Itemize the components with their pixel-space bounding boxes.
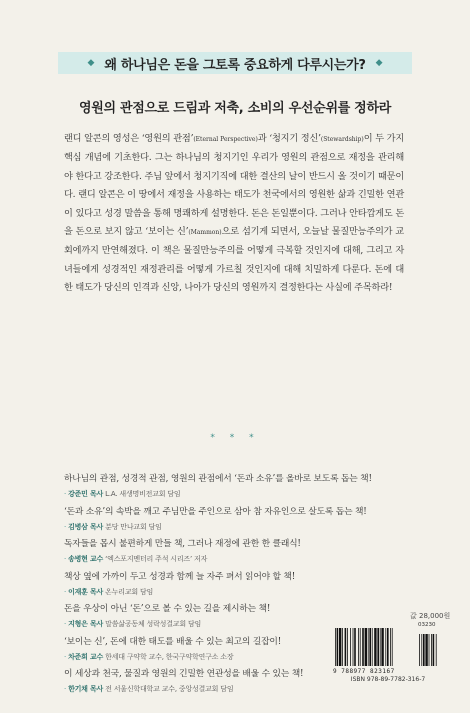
endorser-name: 이재훈 목사 [68,588,104,596]
endorsement-author [64,587,414,597]
barcode-bar [380,628,381,666]
barcode [333,622,443,670]
barcode-addon-bar [423,634,425,666]
author-bullet: · [64,490,69,498]
endorsement [64,471,414,499]
barcode-digits: 9 788977 823167 [333,668,395,675]
barcode-bar [362,628,364,666]
barcode-bar [381,628,383,666]
barcode-bar [377,628,379,666]
price-label: 값 28,000원 [410,612,451,620]
barcode-bar [392,628,393,666]
barcode-addon-bar [431,634,432,666]
endorser-affiliation: ‘엑스포지멘터리 주석 시리즈’ 저자 [105,555,208,563]
section-separator: * * * [210,433,260,443]
isbn-label: ISBN 978-89-7782-316-7 [350,676,426,683]
headline-title: 왜 하나님은 돈을 그토록 중요하게 다루시는가? [104,57,366,73]
endorsement-quote: 돈을 우상이 아닌 ‘돈’으로 볼 수 있는 길을 제시하는 책! [64,604,271,614]
endorser-affiliation: 온누리교회 담임 [105,588,154,596]
endorsement-quote: 하나님의 관점, 성경적 관점, 영원의 관점에서 ‘돈과 소유’를 올바로 보도록 돕는 책! [64,474,372,484]
diamond-icon: ◆ [87,58,95,68]
subtitle: 영원의 관점으로 드림과 저축, 소비의 우선순위를 정하라 [79,101,391,116]
barcode-bar [339,628,341,666]
barcode-addon-bar [429,634,430,666]
endorser-affiliation: L.A. 새생명비전교회 담임 [105,490,181,498]
endorser-affiliation: 분당 만나교회 담임 [105,523,162,531]
endorser-affiliation: 한세대 구약학 교수, 한국구약학연구소 소장 [105,653,234,661]
barcode-bar [390,628,391,666]
intro-text: 과 ‘청지기 정신’ [257,133,321,144]
endorser-name: 차준희 교수 [68,653,104,661]
barcode-addon-bar [419,634,420,666]
intro-english-term: (Stewardship) [320,136,364,143]
author-bullet: · [64,685,69,693]
endorser-name: 김병삼 목사 [68,523,104,531]
endorsement-quote: ‘보이는 신’, 돈에 대한 태도를 배울 수 있는 최고의 길잡이! [64,637,282,647]
endorser-name: 한기채 목사 [68,685,104,693]
barcode-bar [385,628,386,666]
author-bullet: · [64,653,69,661]
barcode-bar [350,628,351,666]
intro-text: 으로 섬기게 되면서, 오늘날 물질만능주의가 교회에까지 만연해졌다. 이 책은 물질만능주의를 어떻게 극복할 것인지에 대해, 그리고 자녀들에게 성경적인 재정관리를 어떻게 가르칠 것인지에 대해 치밀하게 다룬다. 돈에 대한 태도가 당신의 인격과 신앙, 나아가 당신의 영원까지 결정한다는 사실에 주목하라! [64,226,404,294]
endorser-affiliation: 말씀삶공동체 성락성결교회 담임 [105,620,202,628]
endorser-name: 지형은 목사 [68,620,104,628]
headline-banner [58,52,412,74]
barcode-icon [333,622,443,666]
intro-english-term: (Eternal Perspective) [193,136,258,143]
endorsement [64,504,414,532]
barcode-bar [337,628,339,666]
intro-text: 이 두 가지 핵심 개념에 기초한다. 그는 하나님의 청지기인 우리가 영원의 관점으로 재정을 관리해야 한다고 강조한다. 주님 앞에서 청지기직에 대한 결산의 날이 반드시 올 것이기 때문이다. 랜디 알콘은 이 땅에서 재정을 사용하는 태도가 천국에서의 영원한 삶과 긴밀한 연관이 있다고 성경 말씀을 통해 명쾌하게 설명한다. 돈은 돈일뿐이다. 그러나 안타깝게도 돈을 돈으로 보지 않고 ‘보이는 신’ [64,133,404,238]
barcode-addon-bar [436,634,437,666]
barcode-bar [345,628,347,666]
endorsement-author [64,522,414,532]
endorser-affiliation: 전 서울신학대학교 교수, 중앙성결교회 담임 [105,685,234,693]
endorsement-quote: 이 세상과 천국, 물질과 영원의 긴밀한 연관성을 배울 수 있는 책! [64,669,304,679]
barcode-bar [353,628,354,666]
endorsement [64,569,414,597]
endorsement-author [64,684,414,694]
author-bullet: · [64,588,69,596]
endorsement-quote: ‘돈과 소유’의 속박을 깨고 주님만을 주인으로 삼아 참 자유인으로 살도록 돕는 책! [64,507,367,517]
barcode-bar [360,628,361,666]
barcode-bar [354,628,356,666]
barcode-bar [387,628,389,666]
endorsement-author [64,554,414,564]
barcode-bar [374,628,376,666]
endorsement-quote: 책상 옆에 가까이 두고 성경과 함께 늘 자주 펴서 읽어야 할 책! [64,572,296,582]
barcode-addon: 03230 [418,622,436,628]
barcode-addon-bar [425,634,427,666]
endorsement-author [64,489,414,499]
barcode-bar [335,628,336,666]
endorsement-quote: 독자들을 몹시 불편하게 만들 책, 그러나 재정에 관한 한 클래식! [64,539,301,549]
barcode-addon-bar [433,634,435,666]
intro-english-term: (Mammon) [188,229,222,237]
barcode-bar [368,628,369,666]
intro-paragraph [64,130,404,298]
barcode-bar [347,628,348,666]
barcode-bar [365,628,367,666]
author-bullet: · [64,555,69,563]
barcode-bar [342,628,343,666]
author-bullet: · [64,523,69,531]
endorsement [64,536,414,564]
endorser-name: 강준민 목사 [68,490,104,498]
endorser-name: 송병현 교수 [68,555,104,563]
diamond-icon: ◆ [375,58,383,68]
author-bullet: · [64,620,69,628]
barcode-bar [369,628,371,666]
intro-text: 랜디 알콘의 영성은 ‘영원의 관점’ [64,133,194,144]
barcode-bar [372,628,373,666]
barcode-bar [358,628,359,666]
barcode-addon-bar [421,634,422,666]
